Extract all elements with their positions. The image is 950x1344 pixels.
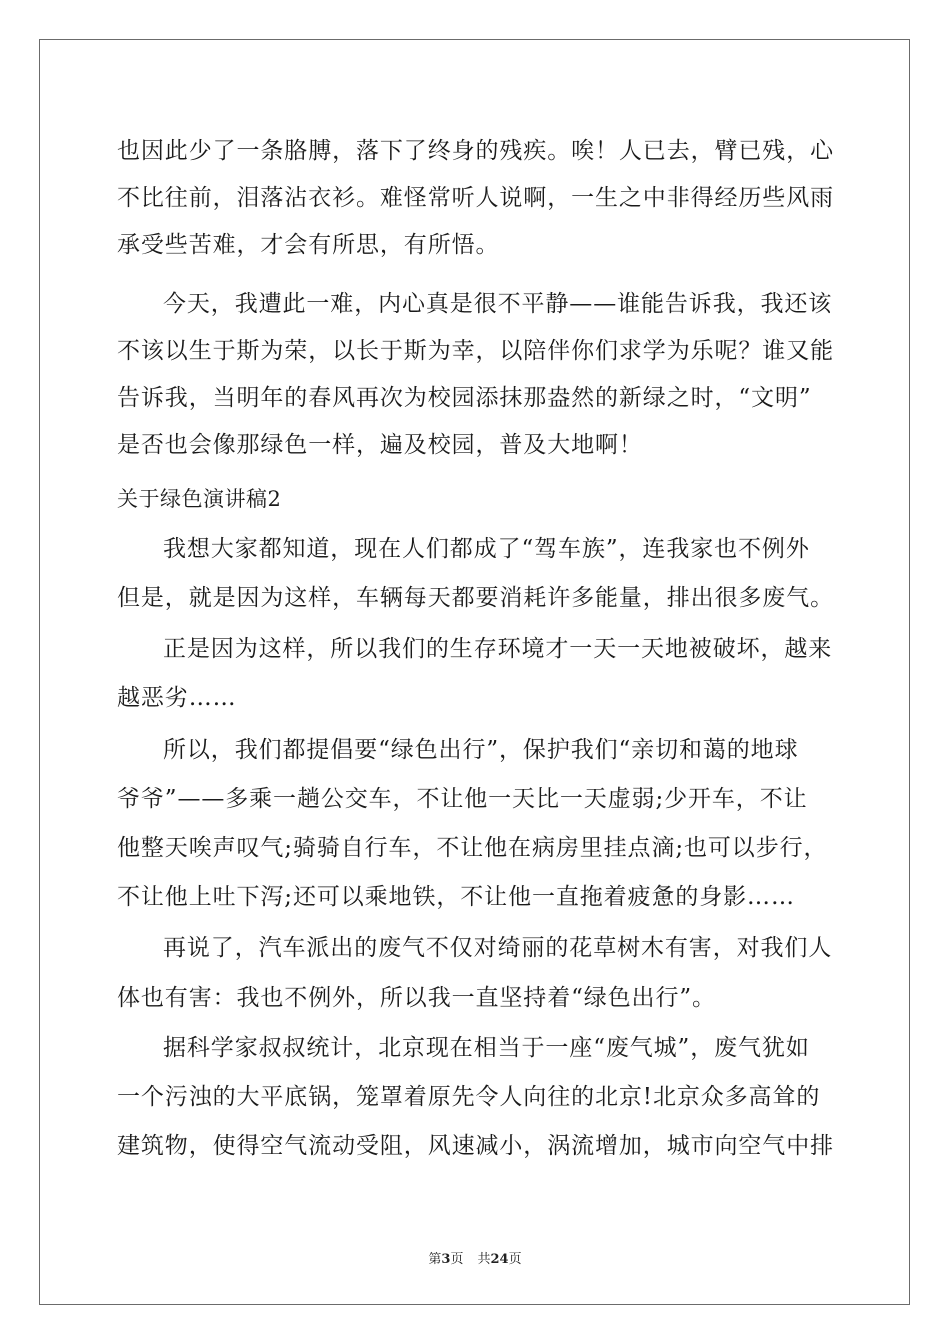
text-line: 但是，就是因为这样，车辆每天都要消耗许多能量，排出很多废气。: [117, 585, 834, 611]
text-line: 不该以生于斯为荣，以长于斯为幸，以陪伴你们求学为乐呢？谁又能: [117, 338, 834, 364]
page-prefix: 第: [428, 1252, 442, 1267]
page-border: [39, 39, 910, 1305]
text-line: 建筑物，使得空气流动受阻，风速减小，涡流增加，城市向空气中排: [117, 1133, 834, 1159]
text-line: 不让他上吐下泻;还可以乘地铁，不让他一直拖着疲惫的身影……: [117, 884, 795, 910]
text-line: 我想大家都知道，现在人们都成了“驾车族”，连我家也不例外: [163, 536, 810, 562]
total-pages: 24: [490, 1252, 509, 1267]
text-line: 据科学家叔叔统计，北京现在相当于一座“废气城”，废气犹如: [163, 1035, 810, 1061]
text-line: 告诉我，当明年的春风再次为校园添抹那盎然的新绿之时，“文明”: [117, 385, 812, 411]
section-heading: 关于绿色演讲稿2: [117, 487, 282, 511]
text-line: 今天，我遭此一难，内心真是很不平静——谁能告诉我，我还该: [163, 291, 833, 317]
text-line: 一个污浊的大平底锅，笼罩着原先令人向往的北京!北京众多高耸的: [117, 1084, 821, 1110]
page-footer: [0, 1248, 950, 1267]
text-line: 越恶劣……: [117, 685, 237, 711]
text-line: 所以，我们都提倡要“绿色出行”，保护我们“亲切和蔼的地球: [163, 737, 799, 763]
total-suffix: 页: [508, 1252, 522, 1267]
text-line: 承受些苦难，才会有所思，有所悟。: [117, 232, 500, 258]
text-line: 体也有害：我也不例外，所以我一直坚持着“绿色出行”。: [117, 985, 716, 1011]
text-line: 是否也会像那绿色一样，遍及校园，普及大地啊！: [117, 432, 643, 458]
page-suffix: 页: [450, 1252, 464, 1267]
text-line: 也因此少了一条胳膊，落下了终身的残疾。唉！人已去，臂已残，心: [117, 138, 834, 164]
text-line: 再说了，汽车派出的废气不仅对绮丽的花草树木有害，对我们人: [163, 935, 833, 961]
text-line: 他整天唉声叹气;骑骑自行车，不让他在病房里挂点滴;也可以步行，: [117, 835, 828, 861]
text-line: 爷爷”——多乘一趟公交车，不让他一天比一天虚弱;少开车，不让: [117, 786, 808, 812]
total-prefix: 共: [477, 1252, 491, 1267]
text-line: 不比往前，泪落沾衣衫。难怪常听人说啊，一生之中非得经历些风雨: [117, 185, 834, 211]
page-number: 3: [441, 1252, 451, 1267]
text-line: 正是因为这样，所以我们的生存环境才一天一天地被破坏，越来: [163, 636, 833, 662]
